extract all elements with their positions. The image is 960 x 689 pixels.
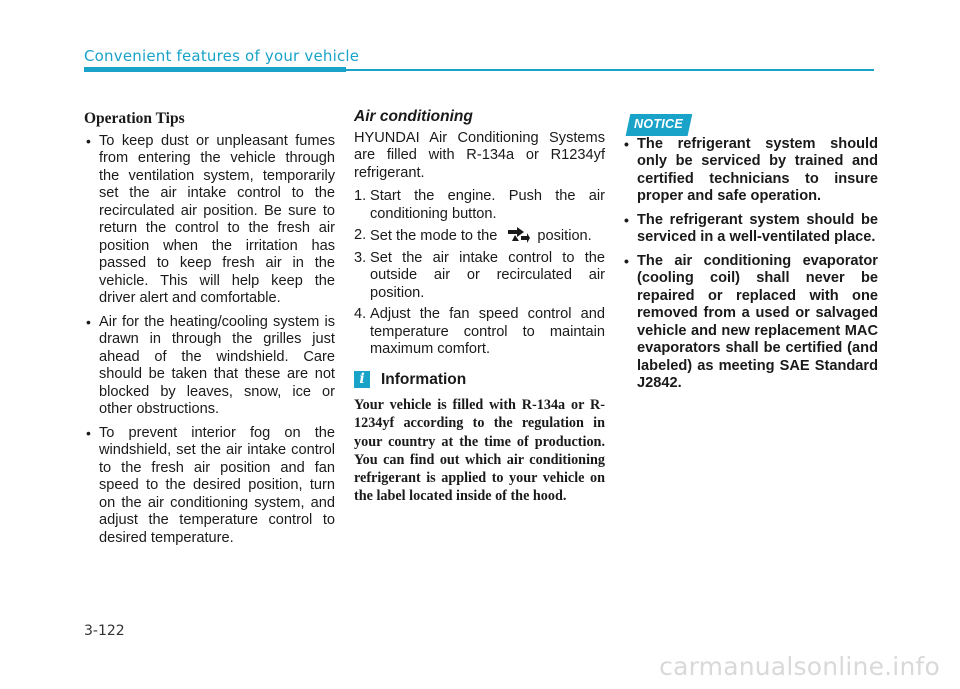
air-conditioning-heading: Air conditioning [354,108,473,125]
step-item [354,227,605,246]
column-operation-tips [84,108,335,553]
header-rule-thick [84,67,346,72]
bullet-icon: • [624,135,629,152]
list-item [84,133,335,308]
list-item [84,314,335,419]
step-item [354,306,605,359]
list-item-text: The refrigerant system should be serviced in a well-ventilated place. [637,211,878,245]
step-item [354,188,605,223]
list-item-text: The air conditioning evaporator (cooling coil) shall never be repaired or replaced with one removed from a used or salvaged vehicle and new replacement MAC evaporators shall be certified (and labeled) as meeting SAE Standard J2842. [637,252,878,391]
bullet-icon: • [624,252,629,269]
list-item-text: To keep dust or unpleasant fumes from entering the vehicle through the ventilation system, temporarily set the air intake control to the recirculated air position. Be sure to return the control to the fresh air position when the irritation has passed to keep fresh air in the vehicle. This will help keep the driver alert and comfortable. [99,132,335,306]
operation-tips-heading: Operation Tips [84,110,185,127]
information-title: Information [381,370,467,388]
operation-tips-list [84,133,335,548]
step-text: Start the engine. Push the air conditioning button. [370,188,605,222]
header-rule-thin [346,69,874,71]
list-item-text: Air for the heating/cooling system is drawn in through the grilles just ahead of the windshield. Care should be taken that these are not blocked by leaves, snow, ice or other obstructions. [99,313,335,417]
floor-mode-icon [505,227,531,243]
section-header-title: Convenient features of your vehicle [84,47,360,65]
step-number: 3. [354,249,367,266]
list-item-text: The refrigerant system should only be serviced by trained and certified technicians to insure proper and safe operation. [637,135,878,204]
bullet-icon: • [86,313,91,330]
step-number: 2. [354,227,367,243]
column-air-conditioning [354,108,605,506]
information-body: Your vehicle is filled with R-134a or R-1234yf according to the regulation in your country at the time of production. You can find out which air conditioning refrigerant is applied to your vehicle on the label located inside of the hood. [354,397,605,505]
info-icon: i [354,371,370,388]
air-conditioning-steps [354,188,605,359]
list-item [622,136,878,206]
list-item [84,425,335,548]
notice-list [622,136,878,393]
air-conditioning-intro: HYUNDAI Air Conditioning Systems are filled with R-134a or R1234yf refrigerant. [354,129,605,181]
step-text: Adjust the fan speed control and temperature control to maintain maximum comfort. [370,306,605,357]
list-item [622,253,878,393]
bullet-icon: • [624,211,629,228]
column-notice [622,114,878,399]
page-number: 3-122 [84,623,125,639]
step-text-after: position. [537,228,592,244]
step-text: Set the mode to the [370,228,498,244]
notice-badge-label: NOTICE [634,117,684,131]
step-text: Set the air intake control to the outside air or recirculated air position. [370,249,605,301]
watermark: carmanualsonline.info [659,652,940,681]
information-header [354,371,605,389]
notice-badge [626,114,693,136]
step-number: 1. [354,188,367,204]
bullet-icon: • [86,132,91,149]
step-item [354,250,605,303]
step-number: 4. [354,306,367,322]
bullet-icon: • [86,424,91,441]
list-item-text: To prevent interior fog on the windshield, set the air intake control to the fresh air position and fan speed to the desired position, turn on the air conditioning system, and adjust the temperature control to desired temperature. [99,424,335,546]
list-item [622,212,878,247]
